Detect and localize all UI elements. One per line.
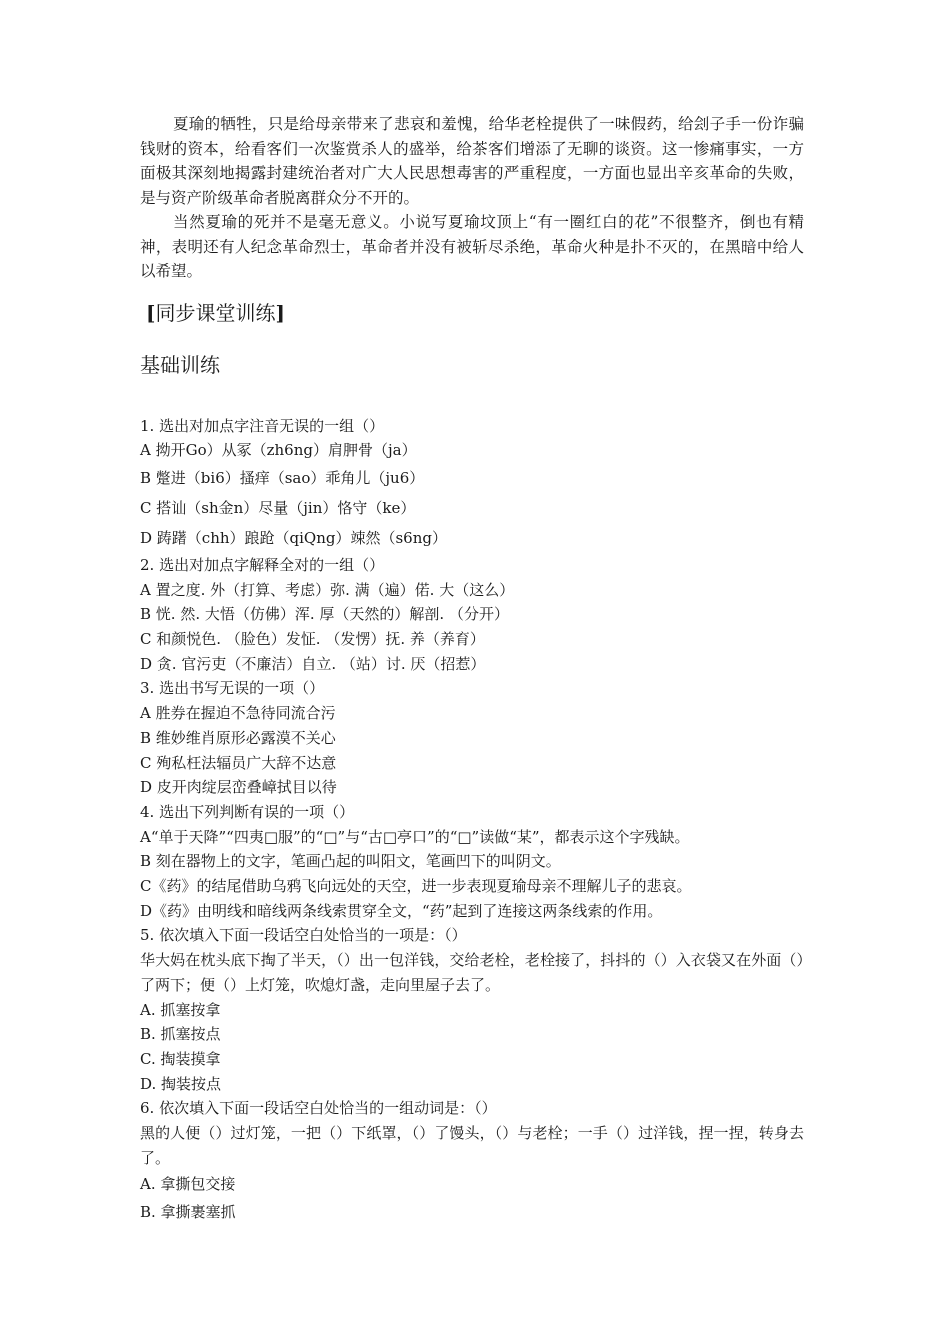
question-1-option-a: A 拗开Go）从冢（zh6ng）肩胛骨（ja） xyxy=(140,441,417,460)
question-3-option-b: B 维妙维肖原形必露漠不关心 xyxy=(140,728,336,747)
question-5-passage: 华大妈在枕头底下掏了半天，（）出一包洋钱，交给老栓，老栓接了，抖抖的（）入衣袋又在外面（）了两下；便（）上灯笼，吹熄灯盏，走向里屋子去了。 xyxy=(140,951,804,994)
question-2-title: 2. 选出对加点字解释全对的一组（） xyxy=(140,555,385,574)
question-4 xyxy=(140,800,804,924)
question-5 xyxy=(140,923,804,1096)
question-6-option-a: A. 拿撕包交接 xyxy=(140,1175,236,1194)
question-5-option-b: B. 抓塞按点 xyxy=(140,1025,221,1044)
question-2-option-d: D 贪. 官污吏（不廉洁）自立. （站）讨. 厌（招惹） xyxy=(140,654,486,673)
question-6 xyxy=(140,1096,804,1226)
question-6-title: 6. 依次填入下面一段话空白处恰当的一组动词是：（） xyxy=(140,1099,497,1118)
question-2-option-b: B 恍. 然. 大悟（仿佛）浑. 厚（天然的）解剖. （分开） xyxy=(140,605,509,624)
intro-paragraph-2: 当然夏瑜的死并不是毫无意义。小说写夏瑜坟顶上“有一圈红白的花”不很整齐，倒也有精神，表明还有人纪念革命烈士，革命者并没有被斩尽杀绝，革命火种是扑不灭的，在黑暗中给人以希望。 xyxy=(140,213,804,280)
question-4-title: 4. 选出下列判断有误的一项（） xyxy=(140,802,355,821)
question-list xyxy=(140,414,804,1227)
section-title xyxy=(146,298,804,328)
question-1-option-d: D 踌躇（chh）踉跄（qiQng）竦然（s6ng） xyxy=(140,528,447,547)
question-1 xyxy=(140,414,804,553)
question-2 xyxy=(140,553,804,677)
question-6-passage: 黑的人便（）过灯笼，一把（）下纸罩，（）了馒头，（）与老栓；一手（）过洋钱，捏一捏，转身去了。 xyxy=(140,1124,804,1167)
question-5-option-a: A. 抓塞按拿 xyxy=(140,1000,221,1019)
document-page xyxy=(140,112,804,1226)
question-3-option-a: A 胜券在握迫不急待同流合污 xyxy=(140,704,336,723)
bracket-close: ] xyxy=(275,300,285,325)
question-2-option-a: A 置之度. 外（打算、考虑）弥. 满（遍）偌. 大（这么） xyxy=(140,580,515,599)
question-6-option-b: B. 拿撕裹塞抓 xyxy=(140,1203,236,1222)
question-5-option-c: C. 掏装摸拿 xyxy=(140,1049,221,1068)
question-1-title: 1. 选出对加点字注音无误的一组（） xyxy=(140,416,385,435)
question-3 xyxy=(140,676,804,800)
bracket-open: [ xyxy=(146,300,156,325)
question-4-option-d: D《药》由明线和暗线两条线索贯穿全文，“药”起到了连接这两条线索的作用。 xyxy=(140,901,663,920)
subsection-title: 基础训练 xyxy=(140,352,220,377)
question-5-option-d: D. 掏装按点 xyxy=(140,1074,222,1093)
question-2-option-c: C 和颜悦色. （脸色）发怔. （发愣）抚. 养（养育） xyxy=(140,630,485,649)
question-3-title: 3. 选出书写无误的一项（） xyxy=(140,679,325,698)
question-4-option-a: A“单于天降”“四夷□服”的“□”与“古□亭口”的“□”读做“某”，都表示这个字残缺。 xyxy=(140,827,690,846)
intro-paragraph-1: 夏瑜的牺牲，只是给母亲带来了悲哀和羞愧，给华老栓提供了一味假药，给刽子手一份诈骗钱财的资本，给看客们一次鉴赏杀人的盛举，给茶客们增添了无聊的谈资。这一惨痛事实，一方面极其深刻地揭露封建统治者对广大人民思想毒害的严重程度，一方面也显出辛亥革命的失败，是与资产阶级革命者脱离群众分不开的。 xyxy=(140,115,804,207)
question-4-option-c: C《药》的结尾借助乌鸦飞向远处的天空，进一步表现夏瑜母亲不理解儿子的悲哀。 xyxy=(140,877,692,896)
question-5-title: 5. 依次填入下面一段话空白处恰当的一项是：（） xyxy=(140,926,467,945)
question-1-option-b: B 蹩进（bi6）搔痒（sao）乖角儿（ju6） xyxy=(140,468,425,487)
section-title-text: 同步课堂训练 xyxy=(155,300,276,325)
question-4-option-b: B 刻在器物上的文字，笔画凸起的叫阳文，笔画凹下的叫阴文。 xyxy=(140,852,561,871)
question-1-option-c: C 搭讪（sh金n）尽量（jin）恪守（ke） xyxy=(140,498,416,517)
question-3-option-d: D 皮开肉绽层峦叠嶂拭目以待 xyxy=(140,778,337,797)
question-3-option-c: C 殉私枉法辐员广大辞不达意 xyxy=(140,753,337,772)
